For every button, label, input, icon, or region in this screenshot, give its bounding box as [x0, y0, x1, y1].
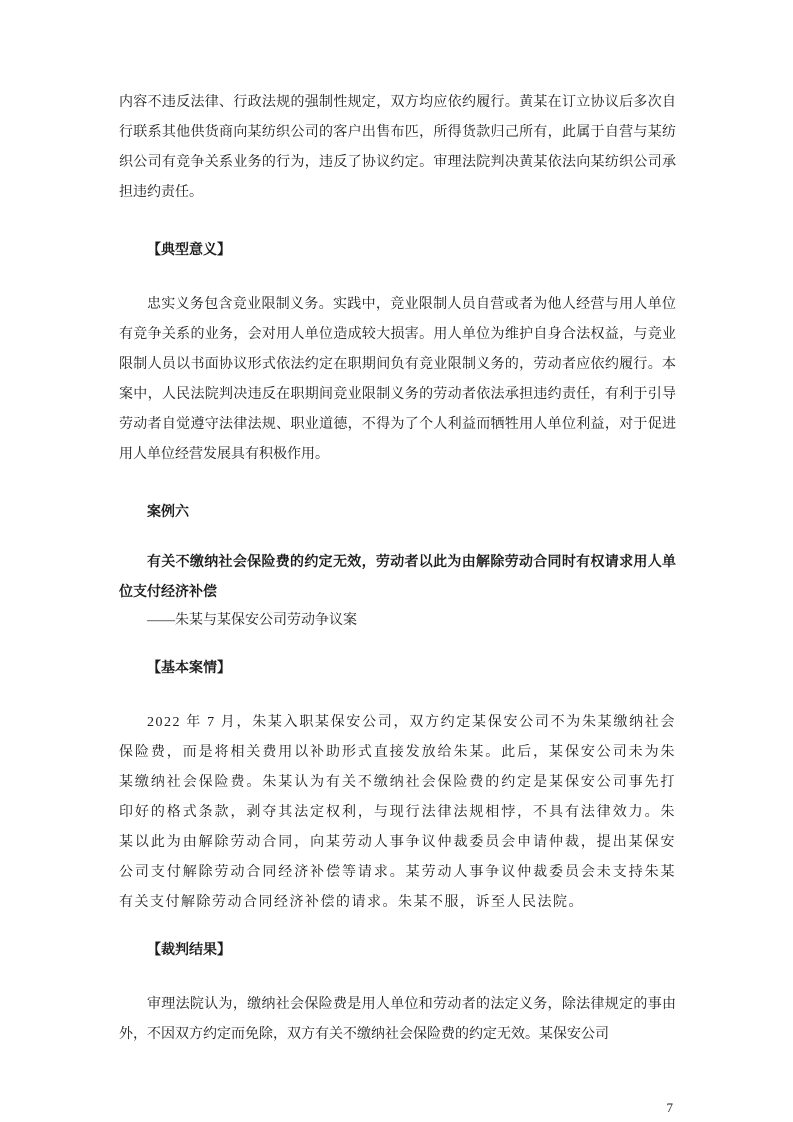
paragraph-continuation: 内容不违反法律、行政法规的强制性规定，双方均应依约履行。黄某在订立协议后多次自行联系其他供货商向某纺织公司的客户出售布匹，所得货款归己所有，此属于自营与某纺织公司有竞争关系业务的行为，违反了协议约定。审理法院判决黄某依法向某纺织公司承担违约责任。	[119, 95, 676, 200]
paragraph-basic-facts: 2022 年 7 月，朱某入职某保安公司，双方约定某保安公司不为朱某缴纳社会保险费，而是将相关费用以补助形式直接发放给朱某。此后，某保安公司未为朱某缴纳社会保险费。朱某认为有关不缴纳社会保险费的约定是某保安公司事先打印好的格式条款，剥夺其法定权利，与现行法律法规相悖，不具有法律效力。朱某以此为由解除劳动合同，向某劳动人事争议仲裁委员会申请仲裁，提出某保安公司支付解除劳动合同经济补偿等请求。某劳动人事争议仲裁委员会未支持朱某有关支付解除劳动合同经济补偿的请求。朱某不服，诉至人民法院。	[119, 715, 676, 910]
section-heading-judgment-result: 【裁判结果】	[147, 941, 231, 957]
paragraph-typical-significance: 忠实义务包含竞业限制义务。实践中，竞业限制人员自营或者为他人经营与用人单位有竞争关系的业务，会对用人单位造成较大损害。用人单位为维护自身合法权益，与竞业限制人员以书面协议形式依法约定在职期间负有竞业限制义务的，劳动者应依约履行。本案中，人民法院判决违反在职期间竞业限制义务的劳动者依法承担违约责任，有利于引导劳动者自觉遵守法律法规、职业道德，不得为了个人利益而牺牲用人单位利益，对于促进用人单位经营发展具有积极作用。	[119, 297, 676, 462]
case-subtitle: ——朱某与某保安公司劳动争议案	[147, 613, 357, 628]
case-number-heading: 案例六	[147, 503, 189, 519]
section-heading-basic-facts: 【基本案情】	[147, 659, 231, 675]
case-title: 有关不缴纳社会保险费的约定无效，劳动者以此为由解除劳动合同时有权请求用人单位支付经济补偿	[119, 553, 676, 599]
page-number: 7	[666, 1100, 673, 1115]
paragraph-judgment-result: 审理法院认为，缴纳社会保险费是用人单位和劳动者的法定义务，除法律规定的事由外，不因双方约定而免除，双方有关不缴纳社会保险费的约定无效。某保安公司	[119, 997, 676, 1042]
section-heading-typical-significance: 【典型意义】	[147, 241, 231, 257]
